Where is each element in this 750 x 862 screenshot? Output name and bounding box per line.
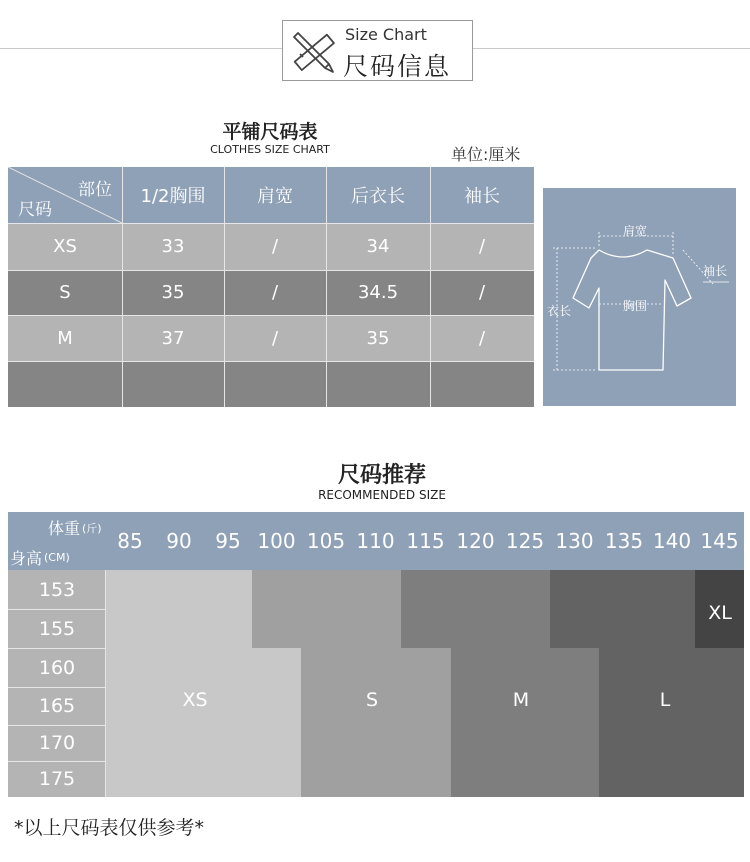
table-cell [224,361,326,407]
height-row-cell: 160 [8,648,106,687]
header-badge [282,20,473,81]
row-size-s: S [8,270,122,315]
column-header-shoulder: 肩宽 [224,167,326,223]
column-header-sleeve: 袖长 [430,167,534,223]
flat-chart-title: 平铺尺码表 [222,121,318,143]
weight-unit: (斤) [82,522,102,535]
size-label-xl: XL [708,602,732,624]
flat-chart-subtitle: CLOTHES SIZE CHART [210,143,330,156]
height-row-cell: 170 [8,725,106,761]
diagram-label-length: 衣长 [547,304,572,318]
size-zone-m-top [401,570,550,648]
height-label: 身高 [10,549,43,568]
table-cell: 34 [326,223,430,270]
header-title-en: Size Chart [345,25,427,44]
grid-line [8,223,534,224]
table-cell: / [224,315,326,361]
grid-line [122,167,123,407]
grid-line [8,270,534,271]
row-size-m: M [8,315,122,361]
weight-header-cell: 125 [500,512,550,570]
weight-header-cell: 110 [351,512,400,570]
footnote: *以上尺码表仅供参考* [14,817,205,839]
size-label-m: M [512,689,530,711]
pencil-ruler-icon [289,27,339,77]
diagram-label-sleeve: 袖长 [703,264,728,278]
weight-header-cell: 90 [154,512,204,570]
recommend-title: 尺码推荐 [337,463,426,488]
row-size-empty [8,361,122,407]
size-zone-s [301,648,451,797]
size-zone-m [451,648,599,797]
grid-line [8,648,106,649]
height-unit: (CM) [44,551,70,564]
recommend-corner-cell [8,512,106,570]
height-row-cell: 155 [8,609,106,648]
flat-size-table [8,167,534,407]
size-zone-l-top [550,570,695,648]
size-zone-l [599,648,744,797]
weight-label: 体重 [48,519,81,538]
garment-measure-diagram [543,188,736,406]
weight-header-cell: 120 [451,512,500,570]
unit-label: 单位:厘米 [451,145,521,164]
table-cell: / [224,270,326,315]
size-label-xs: XS [182,689,208,711]
weight-header-cell: 145 [695,512,744,570]
table-cell: 34.5 [326,270,430,315]
corner-label-part: 部位 [78,180,112,200]
grid-line [224,167,225,407]
height-row-cell: 165 [8,687,106,725]
weight-header-cell: 100 [252,512,301,570]
weight-header-cell: 95 [204,512,252,570]
recommend-size-grid [8,512,744,797]
diagram-label-chest: 胸围 [623,299,648,313]
table-cell [122,361,224,407]
weight-header-cell: 135 [599,512,649,570]
grid-line [430,167,431,407]
table-corner-cell [8,167,122,223]
table-cell [430,361,534,407]
weight-header-cell: 115 [400,512,451,570]
column-header-length: 后衣长 [326,167,430,223]
grid-line [326,167,327,407]
corner-label-size: 尺码 [18,200,52,220]
table-cell: / [430,270,534,315]
table-cell: / [430,223,534,270]
column-header-chest: 1/2胸围 [122,167,224,223]
grid-line [8,761,106,762]
table-cell: 37 [122,315,224,361]
weight-header-cell: 140 [649,512,695,570]
height-row-cell: 175 [8,761,106,797]
recommend-subtitle: RECOMMENDED SIZE [318,488,446,502]
size-label-l: L [659,689,671,711]
table-cell: 35 [326,315,430,361]
table-cell [326,361,430,407]
weight-header-cell: 105 [301,512,351,570]
size-label-s: S [365,689,379,711]
table-cell: 33 [122,223,224,270]
height-row-cell: 153 [8,570,106,609]
table-cell: / [224,223,326,270]
table-cell: / [430,315,534,361]
grid-line [105,570,106,797]
row-size-xs: XS [8,223,122,270]
header-title-cn: 尺码信息 [343,52,452,81]
grid-line [8,315,534,316]
grid-line [8,725,106,726]
grid-line [8,361,534,362]
diagram-label-shoulder: 肩宽 [623,224,648,238]
weight-header-cell: 130 [550,512,599,570]
grid-line [8,609,106,610]
table-cell: 35 [122,270,224,315]
grid-line [8,687,106,688]
weight-header-cell: 85 [106,512,154,570]
size-zone-s-top [252,570,401,648]
